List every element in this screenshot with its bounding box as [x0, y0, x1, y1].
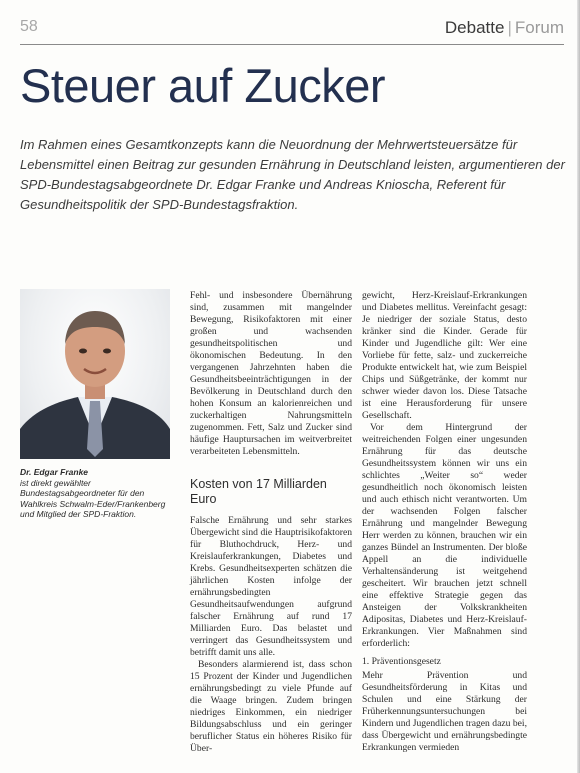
paragraph: Fehl- und insbesondere Übernährung sind, zusammen mit mangelnder Bewegung, Risikofaktoren mit einer großen und wachsenden gesundheitspolitischen und ökonomischen Bedeutung. In den vergangenen Jahrzehnten haben die Gesundheitsbeeinträchtigungen in der Bevölkerung in Deutschland durch den hohen Konsum an kalorienreichen und zuckerhaltigen Nahrungsmitteln zugenommen. Fett, Salz und Zucker sind häufige Hauptursachen im weitverbreitet verarbeiteten Lebensmitteln.	[190, 290, 352, 457]
section-name: Debatte	[444, 18, 505, 37]
article-column-2	[362, 290, 527, 649]
section-separator: |	[507, 18, 512, 37]
author-portrait-illustration	[20, 289, 170, 459]
article-lead: Im Rahmen eines Gesamtkonzepts kann die Neuordnung der Mehrwertsteuersätze für Lebensmittel einen Beitrag zur gesunden Ernährung in Deutschland leisten, argumentieren der SPD-Bundestagsabgeordnete Dr. Edgar Franke und Andreas Knioscha, Referent für Gesundheitspolitik der SPD-Bundestagsfraktion.	[20, 137, 565, 212]
paragraph: Mehr Prävention und Gesundheitsförderung in Kitas und Schulen und eine Stärkung der Früherkennungsuntersuchungen bei Kindern und Jugendlichen tragen dazu bei, dass Übergewicht und ernährungsbedingte Erkrankungen vermieden	[362, 670, 527, 753]
paragraph: gewicht, Herz-Kreislauf-Erkrankungen und Diabetes mellitus. Vereinfacht gesagt: Je niedriger der soziale Status, desto kränker sind die Kinder. Gerade für Kinder und Jugendliche gilt: Wer eine Vorliebe für fette, salz- und zuckerreiche Produkte entwickelt hat, wie zum Beispiel Chips und Süßgetränke, der kommt nur schwer wieder davon los. Diese Tatsache ist eine Herausforderung für unsere Gesellschaft.	[362, 290, 527, 421]
paragraph: Vor dem Hintergrund der weitreichenden Folgen einer ungesunden Ernährung für das deutsche Gesundheitssystem können wir uns ein schlichtes „Weiter so“ weder gesundheitlich noch ökonomisch leisten und auch ethisch nicht verantworten. Um der wachsenden Folgen falscher Ernährung und mangelnder Bewegung Herr werden zu können, brauchen wir ein ganzes Bündel an Instrumenten. Der bloße Appell an die individuelle Verhaltensänderung ist weitgehend gescheitert. Wir brauchen jetzt schnell eine effektive Strategie gegen das Ansteigen der Volkskrankheiten Adipositas, Diabetes und Herz-Kreislauf-Erkrankungen. Vier Maßnahmen sind erforderlich:	[362, 422, 527, 649]
author-photo	[20, 289, 170, 459]
article-column-2-bottom	[362, 656, 527, 773]
paragraph: Besonders alarmierend ist, dass schon 15 Prozent der Kinder und Jugendlichen ernährungsbedingt zu viele Pfunde auf die Waage bringen. Zudem bringen niedriges Einkommen, ein niedriger Bildungsabschluss und ein geringer beruflicher Status ein höheres Risiko für Über-	[190, 659, 352, 754]
section-heading: 1. Präventionsgesetz	[362, 656, 441, 667]
article-subheading: Kosten von 17 Milliarden Euro	[190, 477, 327, 506]
article-column-1-top	[190, 290, 352, 471]
article-column-1-bottom	[190, 515, 352, 773]
section-label	[445, 18, 564, 38]
photo-caption	[20, 467, 170, 520]
article-title: Steuer auf Zucker	[20, 59, 386, 112]
caption-text: ist direkt gewählter Bundestagsabgeordneter für den Wahlkreis Schwalm-Eder/Frankenberg und Mitglied der SPD-Fraktion.	[20, 477, 166, 519]
caption-name: Dr. Edgar Franke	[20, 467, 89, 477]
page-number: 58	[20, 18, 38, 35]
header-rule	[20, 44, 564, 45]
subsection-name: Forum	[514, 18, 564, 37]
paragraph: Falsche Ernährung und sehr starkes Übergewicht sind die Hauptrisikofaktoren für Bluthochdruck, Herz- und Kreislauferkrankungen, Diabetes und Krebs. Gesundheitsexperten schätzen die jährlichen Kosten infolge der ernährungsbedingten Gesundheitsaufwendungen aufgrund falscher Ernährung auf rund 17 Milliarden Euro. Das belastet und verringert das Gesundheitssystem und betrifft damit uns alle.	[190, 515, 352, 658]
